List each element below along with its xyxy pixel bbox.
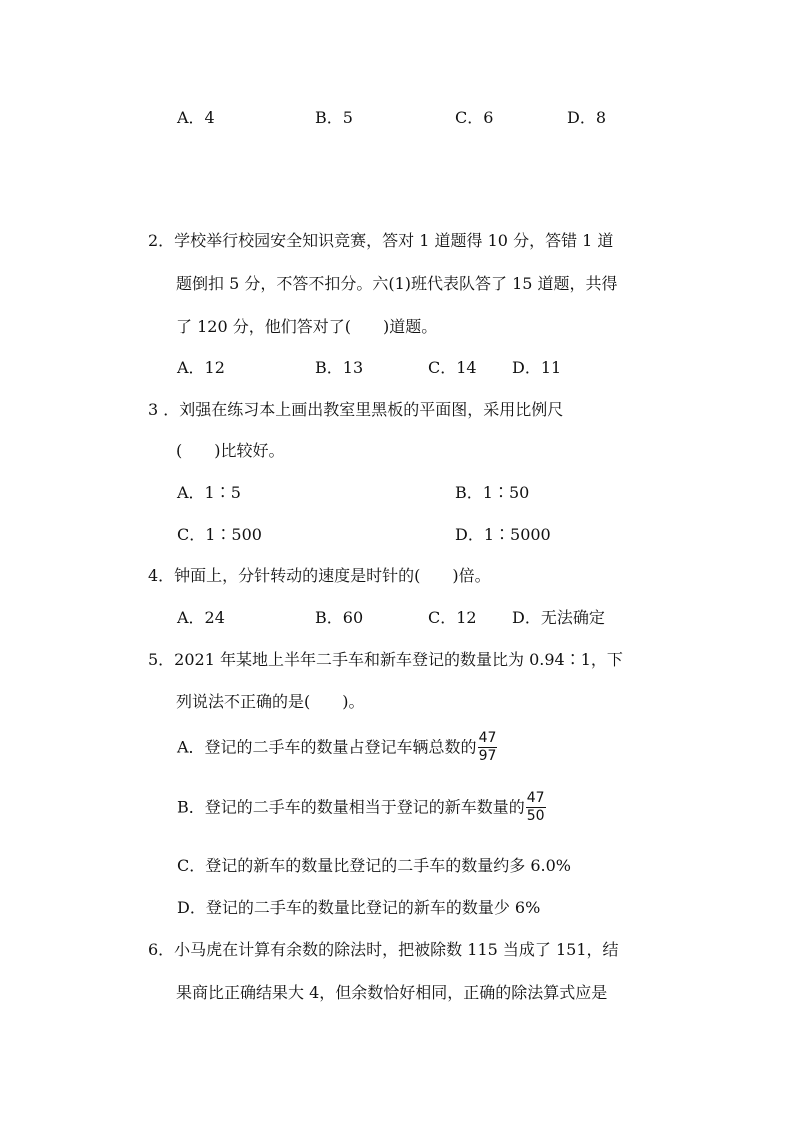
top-option-a: A．4 (177, 108, 215, 127)
fraction-47-97 (478, 731, 498, 765)
fraction-denominator: 97 (478, 748, 497, 765)
question-5-option-b (177, 791, 546, 825)
top-option-d: D．8 (567, 108, 607, 127)
question-3-option-a: A．1∶5 (177, 483, 241, 502)
question-5-option-d: D．登记的二手车的数量比登记的新车的数量少 6% (177, 898, 541, 917)
fraction-denominator: 50 (526, 808, 545, 825)
question-2-option-a: A．12 (177, 358, 225, 377)
question-5-option-c: C．登记的新车的数量比登记的二手车的数量约多 6.0% (177, 856, 571, 875)
question-3-option-d: D．1∶5000 (455, 525, 551, 544)
fraction-numerator: 47 (478, 731, 498, 748)
question-2-line-1: 2．学校举行校园安全知识竞赛，答对 1 道题得 10 分，答错 1 道 (148, 231, 614, 250)
question-6-line-2: 果商比正确结果大 4，但余数恰好相同，正确的除法算式应是 (176, 983, 608, 1002)
top-option-c: C．6 (455, 108, 494, 127)
question-4-option-a: A．24 (177, 608, 225, 627)
question-3-line-2: ( )比较好。 (176, 441, 285, 460)
fraction-47-50 (526, 791, 546, 825)
fraction-numerator: 47 (526, 791, 546, 808)
question-5-option-a (177, 731, 497, 765)
question-2-line-2: 题倒扣 5 分，不答不扣分。六(1)班代表队答了 15 道题，共得 (176, 274, 618, 293)
question-2-line-3: 了 120 分，他们答对了( )道题。 (176, 317, 438, 336)
question-3-line-1: 3 ．刘强在练习本上画出教室里黑板的平面图，采用比例尺 (148, 400, 564, 419)
question-5-line-1: 5．2021 年某地上半年二手车和新车登记的数量比为 0.94∶1，下 (148, 650, 623, 669)
question-6-line-1: 6．小马虎在计算有余数的除法时，把被除数 115 当成了 151，结 (148, 940, 619, 959)
question-5-option-a-text: A．登记的二手车的数量占登记车辆总数的 (177, 737, 477, 757)
question-3-option-b: B．1∶50 (455, 483, 530, 502)
question-2-option-c: C．14 (428, 358, 477, 377)
question-3-option-c: C．1∶500 (177, 525, 262, 544)
question-2-option-b: B．13 (315, 358, 364, 377)
question-2-option-d: D．11 (512, 358, 562, 377)
question-4-option-d: D．无法确定 (512, 608, 605, 627)
top-option-b: B．5 (315, 108, 353, 127)
question-5-option-b-text: B．登记的二手车的数量相当于登记的新车数量的 (177, 797, 525, 817)
question-4-option-b: B．60 (315, 608, 364, 627)
question-4-line-1: 4．钟面上，分针转动的速度是时针的( )倍。 (148, 566, 491, 585)
question-4-option-c: C．12 (428, 608, 477, 627)
question-5-line-2: 列说法不正确的是( )。 (176, 692, 365, 711)
